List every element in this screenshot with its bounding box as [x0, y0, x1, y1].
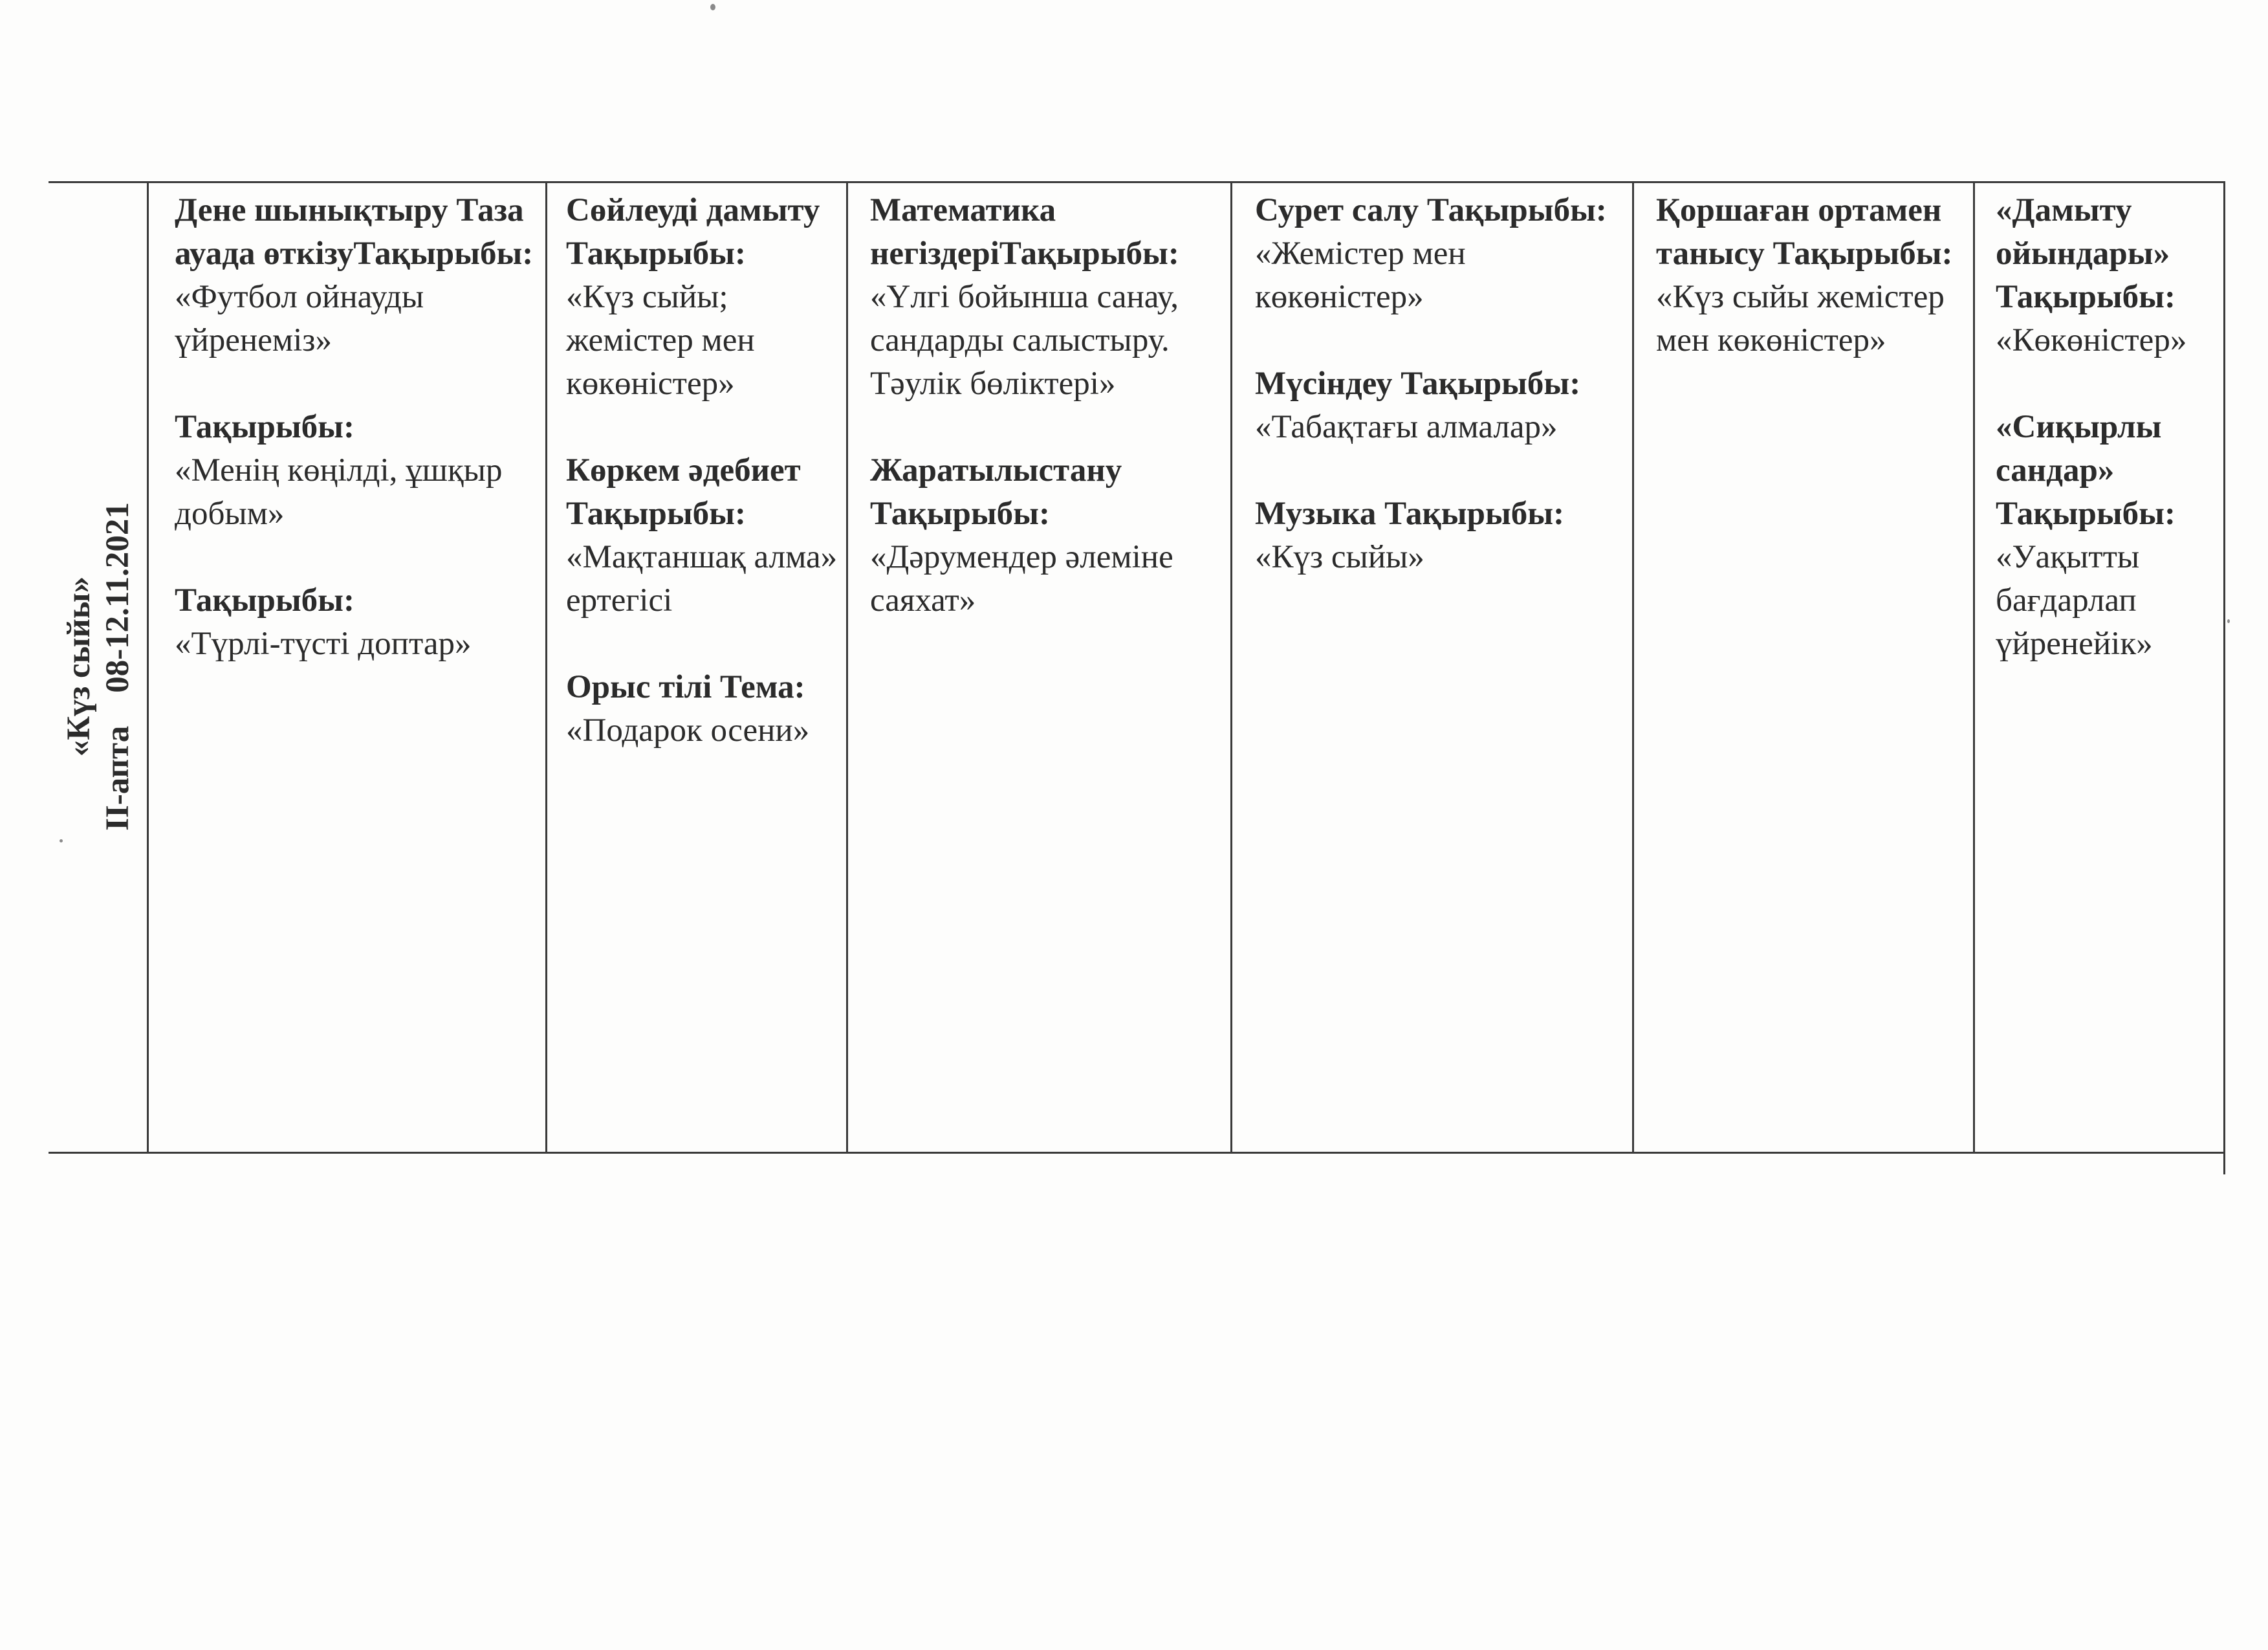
activity-heading: «Сиқырлы сандар» Тақырыбы: [1996, 409, 2175, 532]
activity-column-environment [1656, 189, 1970, 362]
activity-block [566, 666, 844, 753]
activity-topic: «Табақтағы алмалар» [1255, 409, 1558, 445]
week-theme: «Күз сыйы» [61, 576, 97, 757]
activity-block [175, 579, 540, 666]
column-divider [1973, 181, 1975, 1154]
table-top-border [49, 181, 2225, 183]
activity-block [1255, 492, 1630, 579]
activity-block [566, 189, 844, 406]
activity-block [1255, 189, 1630, 319]
activity-topic: «Мақтаншақ алма» ертегісі [566, 539, 838, 619]
weekly-plan-table [49, 181, 2225, 1178]
activity-topic: «Күз сыйы» [1255, 539, 1424, 575]
activity-topic: «Дәрумендер әлеміне саяхат» [870, 539, 1173, 619]
column-divider [545, 181, 547, 1154]
activity-heading: Музыка Тақырыбы: [1255, 496, 1565, 532]
activity-block [175, 406, 540, 536]
activity-column-physical-education [175, 189, 540, 666]
activity-heading: Сөйлеуді дамыту Тақырыбы: [566, 192, 820, 272]
activity-topic: «Жемістер мен көкөністер» [1255, 236, 1466, 315]
week-period: ІІ-апта 08-12.11.2021 [100, 502, 136, 831]
column-divider [846, 181, 848, 1154]
table-right-border [2223, 181, 2225, 1174]
activity-topic: «Подарок осени» [566, 712, 810, 749]
activity-topic: «Күз сыйы; жемістер мен көкөністер» [566, 279, 755, 402]
activity-heading: Сурет салу Тақырыбы: [1255, 192, 1607, 228]
table-bottom-border [49, 1152, 2225, 1154]
activity-heading: Математика негіздеріТақырыбы: [870, 192, 1179, 272]
activity-heading: «Дамыту ойындары» Тақырыбы: [1996, 192, 2175, 315]
activity-column-games [1996, 189, 2222, 666]
activity-block [1996, 406, 2222, 666]
scan-speck [2227, 619, 2230, 623]
activity-heading: Тақырыбы: [175, 409, 354, 445]
activity-heading: Көркем әдебиет Тақырыбы: [566, 452, 801, 532]
activity-heading: Қоршаған ортамен танысу Тақырыбы: [1656, 192, 1953, 272]
activity-block [1996, 189, 2222, 362]
activity-block [870, 189, 1229, 406]
activity-column-speech-development [566, 189, 844, 753]
activity-column-mathematics [870, 189, 1229, 622]
activity-heading: Тақырыбы: [175, 582, 354, 619]
scan-speck [710, 4, 715, 10]
activity-block [566, 449, 844, 622]
column-divider [1632, 181, 1634, 1154]
column-divider [1230, 181, 1232, 1154]
activity-topic: «Көкөністер» [1996, 322, 2187, 358]
activity-column-drawing [1255, 189, 1630, 579]
activity-topic: «Үлгі бойынша санау, сандарды салыстыру. Тәулік бөліктері» [870, 279, 1179, 402]
week-label [60, 311, 137, 1022]
activity-heading: Дене шынықтыру Таза ауада өткізуТақырыбы: [175, 192, 534, 272]
activity-topic: «Менің көңілді, ұшқыр добым» [175, 452, 503, 532]
activity-block [870, 449, 1229, 622]
week-label-cell [49, 181, 149, 1152]
activity-block [1656, 189, 1970, 362]
activity-topic: «Түрлі-түсті доптар» [175, 626, 472, 662]
activity-topic: «Күз сыйы жемістер мен көкөністер» [1656, 279, 1945, 358]
activity-block [175, 189, 540, 362]
activity-heading: Орыс тілі Тема: [566, 669, 805, 705]
activity-block [1255, 362, 1630, 449]
activity-heading: Жаратылыстану Тақырыбы: [870, 452, 1122, 532]
activity-topic: «Футбол ойнауды үйренеміз» [175, 279, 424, 358]
activity-heading: Мүсіндеу Тақырыбы: [1255, 366, 1581, 402]
activity-topic: «Уақытты бағдарлап үйренейік» [1996, 539, 2153, 662]
